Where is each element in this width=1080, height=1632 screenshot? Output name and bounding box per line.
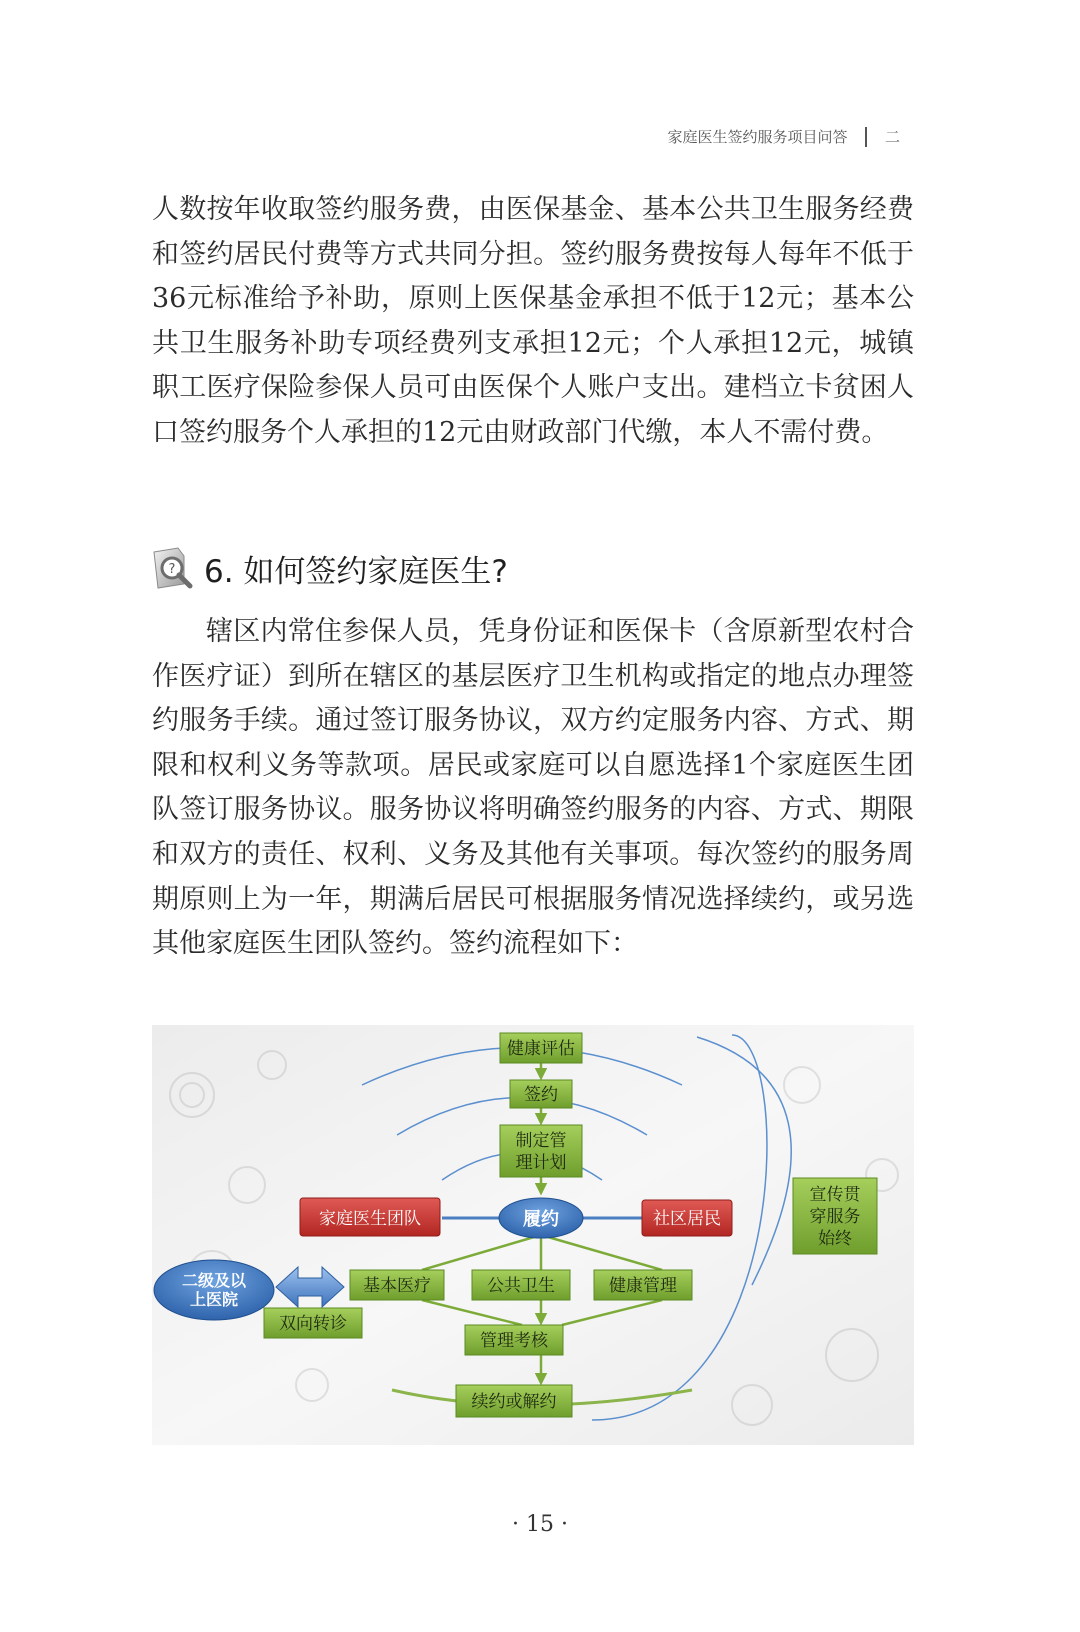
- step-sign: [510, 1080, 572, 1108]
- section-heading-text: 6. 如何签约家庭医生?: [204, 553, 508, 590]
- publicity-box: [793, 1178, 877, 1254]
- health-management-box: [594, 1270, 692, 1300]
- perform-ellipse: [499, 1198, 583, 1238]
- svg-text:双向转诊: 双向转诊: [279, 1314, 347, 1334]
- svg-text:健康评估: 健康评估: [507, 1039, 575, 1059]
- running-head: [667, 126, 900, 147]
- basic-medical-box: [350, 1270, 444, 1300]
- two-way-referral-box: [264, 1308, 362, 1338]
- management-assessment-box: [465, 1325, 563, 1355]
- svg-text:基本医疗: 基本医疗: [363, 1276, 431, 1296]
- svg-text:?: ?: [168, 562, 176, 577]
- svg-text:家庭医生团队: 家庭医生团队: [319, 1209, 421, 1229]
- svg-text:二级及以: 二级及以: [181, 1271, 247, 1290]
- svg-text:签约: 签约: [524, 1085, 558, 1105]
- running-title: 家庭医生签约服务项目问答: [667, 128, 848, 146]
- svg-text:上医院: 上医院: [189, 1290, 239, 1309]
- svg-text:公共卫生: 公共卫生: [487, 1276, 555, 1296]
- renew-or-terminate-box: [456, 1385, 572, 1417]
- question-magnifier-icon: [150, 544, 198, 592]
- step-make-plan: [500, 1125, 582, 1177]
- svg-text:管理考核: 管理考核: [480, 1331, 548, 1351]
- hospital-ellipse: [154, 1260, 274, 1320]
- svg-text:宣传贯: 宣传贯: [809, 1185, 861, 1205]
- header-divider: [865, 127, 867, 147]
- public-health-box: [472, 1270, 570, 1300]
- svg-text:履约: 履约: [523, 1209, 559, 1230]
- community-residents-box: [642, 1200, 732, 1236]
- svg-text:制定管: 制定管: [515, 1131, 567, 1151]
- section-marker: 二: [884, 128, 900, 146]
- step-health-assessment: [500, 1033, 582, 1063]
- svg-text:穿服务: 穿服务: [809, 1207, 861, 1227]
- svg-text:健康管理: 健康管理: [609, 1276, 677, 1296]
- svg-text:理计划: 理计划: [515, 1153, 567, 1173]
- section-heading: [150, 542, 508, 594]
- svg-text:续约或解约: 续约或解约: [471, 1392, 557, 1412]
- family-doctor-team-box: [300, 1198, 440, 1236]
- paragraph-signing: 辖区内常住参保人员，凭身份证和医保卡（含原新型农村合作医疗证）到所在辖区的基层医疗卫生机构或指定的地点办理签约服务手续。通过签订服务协议，双方约定服务内容、方式、期限和权利义务等款项。居民或家庭可以自愿选择1个家庭医生团队签订服务协议。服务协议将明确签约服务的内容、方式、期限和双方的责任、权利、义务及其他有关事项。每次签约的服务周期原则上为一年，期满后居民可根据服务情况选择续约，或另选其他家庭医生团队签约。签约流程如下：: [152, 616, 914, 960]
- signing-flowchart: [152, 1025, 914, 1445]
- svg-text:社区居民: 社区居民: [653, 1209, 721, 1229]
- paragraph-fee: 人数按年收取签约服务费，由医保基金、基本公共卫生服务经费和签约居民付费等方式共同分担。签约服务费按每人每年不低于36元标准给予补助，原则上医保基金承担不低于12元；基本公共卫生服务补助专项经费列支承担12元；个人承担12元，城镇职工医疗保险参保人员可由医保个人账户支出。建档立卡贫困人口签约服务个人承担的12元由财政部门代缴，本人不需付费。: [152, 194, 914, 448]
- svg-text:始终: 始终: [818, 1229, 852, 1249]
- page-number: · 15 ·: [512, 1512, 568, 1537]
